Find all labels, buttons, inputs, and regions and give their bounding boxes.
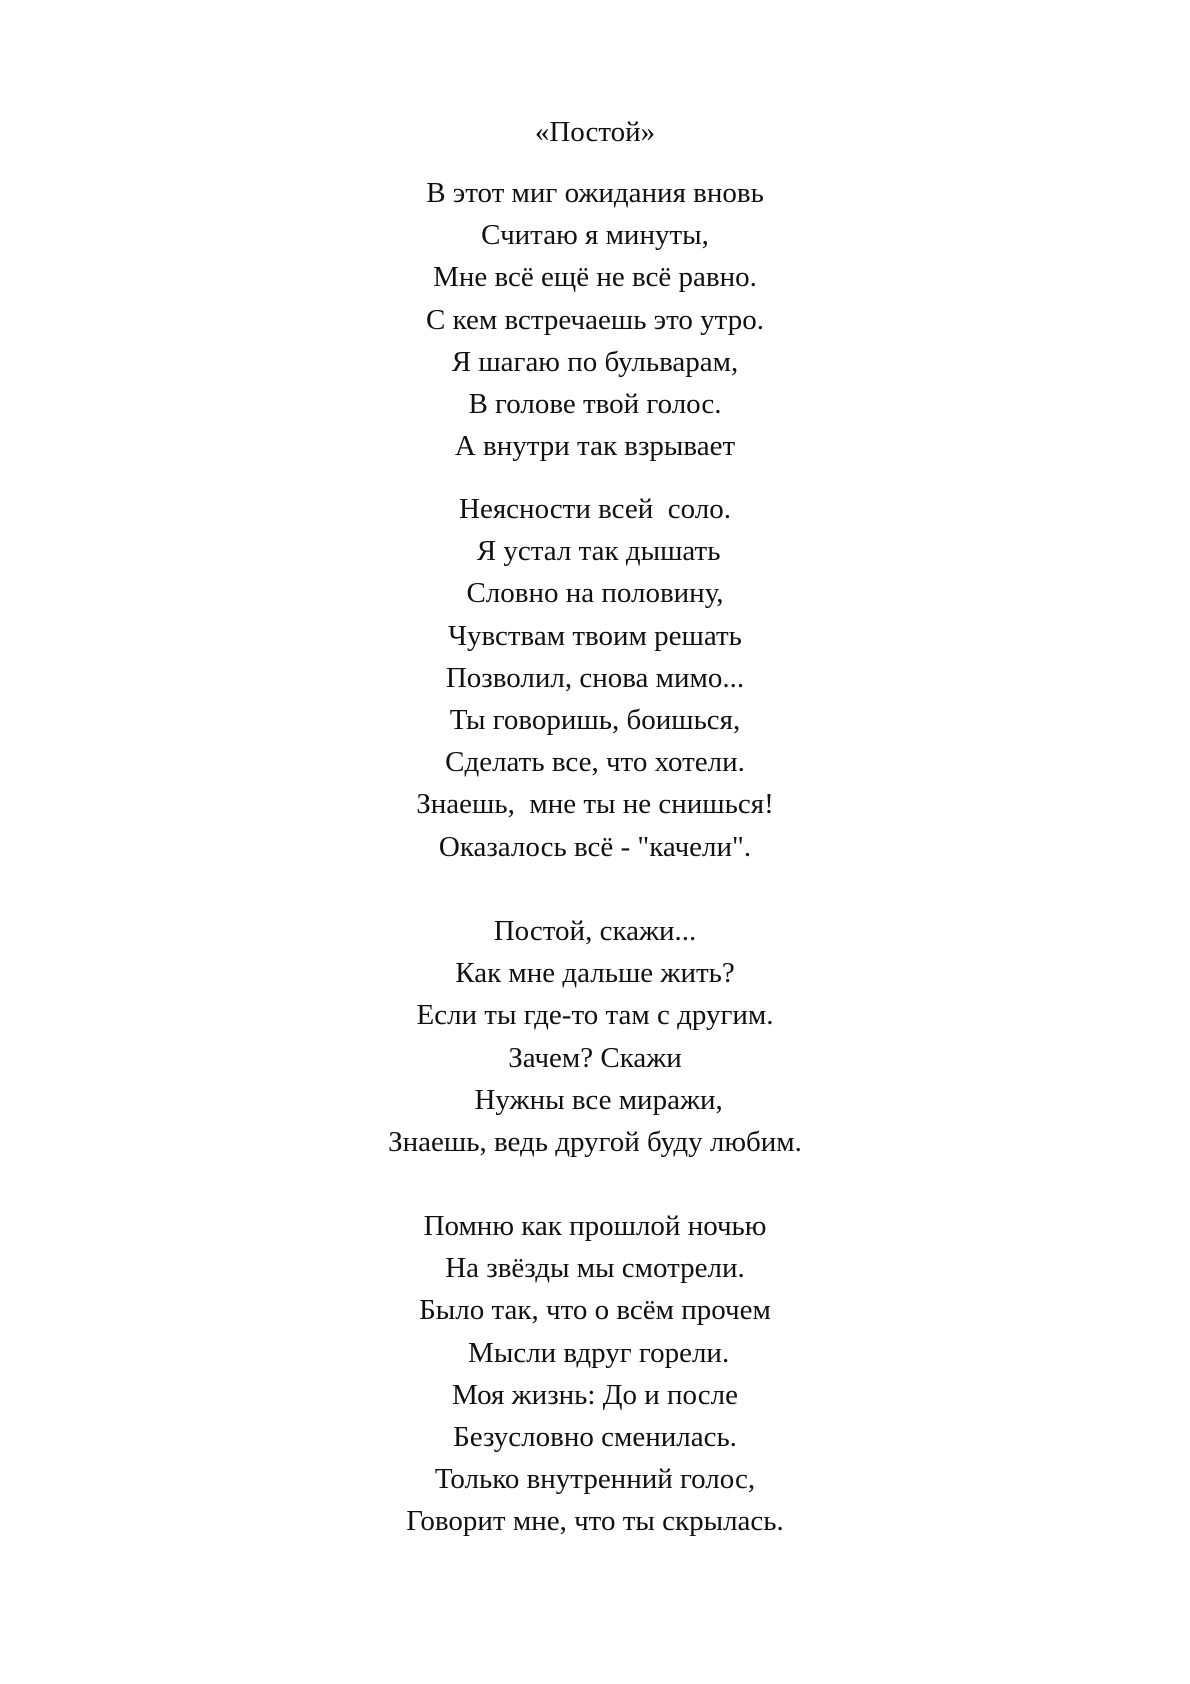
poem-line: Чувствам твоим решать — [448, 619, 742, 652]
poem-line: Мне всё ещё не всё равно. — [433, 261, 757, 294]
poem-line: Я шагаю по бульварам, — [451, 345, 739, 378]
poem-line: Безусловно сменилась. — [453, 1420, 737, 1453]
poem-line: Постой, скажи... — [493, 915, 697, 947]
poem-line: Я устал так дышать — [469, 535, 721, 568]
poem-line: Помню как прошлой ночью — [423, 1210, 767, 1242]
poem-line: Только внутренний голос, — [434, 1463, 756, 1496]
stanza-3 — [0, 910, 1190, 1163]
poem-line: Оказалось всё - "качели". — [438, 830, 752, 863]
poem-line: Нужны все миражи, — [467, 1083, 723, 1116]
stanza-4 — [0, 1205, 1190, 1543]
stanza-2 — [0, 488, 1190, 868]
poem-line: В этот миг ожидания вновь — [426, 177, 764, 209]
poem-line: Неясности всей соло. — [459, 493, 731, 525]
poem-line: Сделать все, что хотели. — [445, 746, 745, 779]
poem-line: Было так, что о всём прочем — [419, 1294, 771, 1327]
poem-line: Как мне дальше жить? — [455, 957, 735, 990]
poem-line: Знаешь, ведь другой буду любим. — [388, 1125, 802, 1158]
poem-line: Словно на половину, — [466, 577, 724, 610]
poem-line: А внутри так взрывает — [454, 430, 736, 463]
poem-line: Позволил, снова мимо... — [445, 661, 745, 694]
poem-line: Зачем? Скажи — [508, 1041, 682, 1074]
poem-line: В голове твой голос. — [468, 387, 722, 420]
poem-line: Мысли вдруг горели. — [460, 1336, 730, 1369]
stanza-1 — [0, 172, 1190, 467]
poem-line: Говорит мне, что ты скрылась. — [406, 1505, 784, 1538]
poem-title: «Постой» — [534, 116, 656, 148]
poem-line: С кем встречаешь это утро. — [426, 303, 764, 336]
poem-line: На звёзды мы смотрели. — [445, 1252, 745, 1285]
poem-line: Моя жизнь: До и после — [452, 1378, 738, 1411]
poem-line: Считаю я минуты, — [481, 219, 709, 252]
poem-line: Если ты где-то там с другим. — [416, 999, 774, 1032]
poem-line: Ты говоришь, боишься, — [449, 703, 741, 736]
poem-line: Знаешь, мне ты не снишься! — [416, 788, 774, 821]
